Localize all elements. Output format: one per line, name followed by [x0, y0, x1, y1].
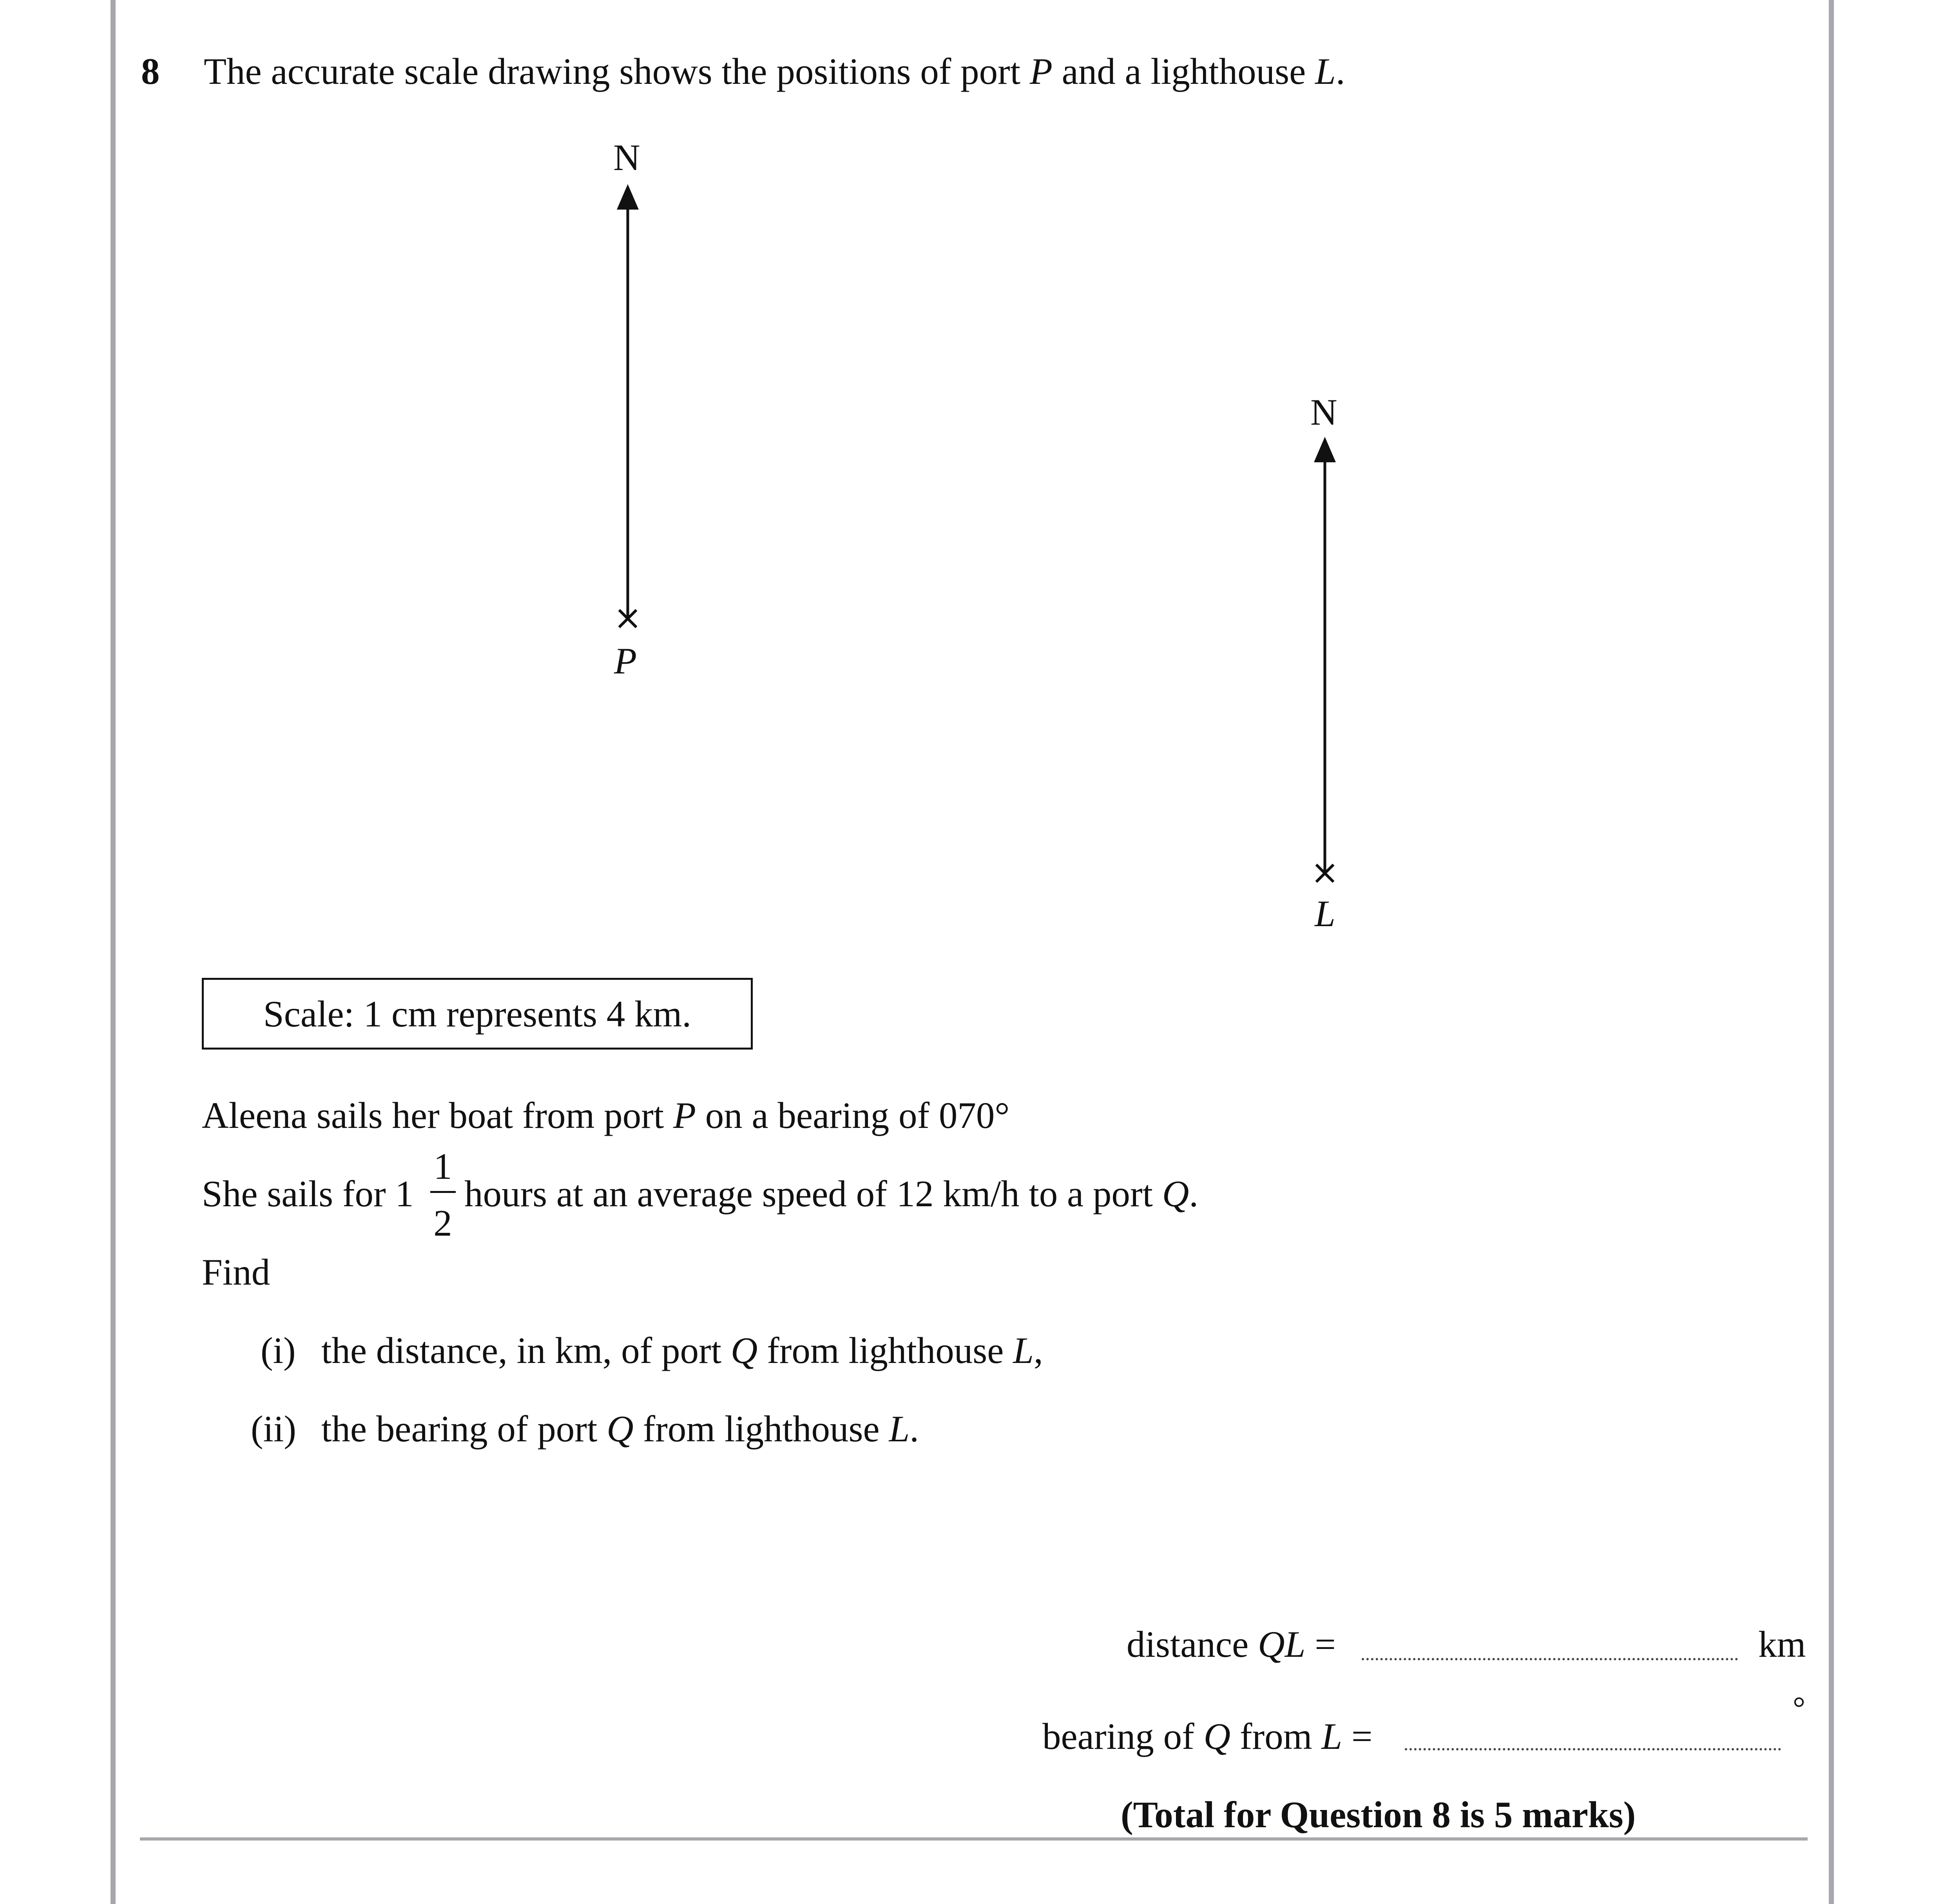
distance-eq: = — [1305, 1623, 1336, 1665]
fraction-denominator: 2 — [433, 1202, 452, 1244]
part-i-text-1: the distance, in km, of port — [321, 1330, 731, 1371]
bearing-l: L — [1321, 1716, 1343, 1757]
north-label-l: N — [1310, 391, 1337, 433]
total-marks: (Total for Question 8 is 5 marks) — [1121, 1794, 1636, 1835]
part-i-label: (i) — [261, 1330, 296, 1371]
intro-port-p: P — [1029, 51, 1053, 92]
part-ii-text-1: the bearing of port — [321, 1408, 607, 1450]
part-i-text-3: , — [1033, 1330, 1043, 1371]
bottom-rule — [140, 1837, 1808, 1841]
line2-text: hours at an average speed of 12 km/h to a port — [464, 1173, 1162, 1214]
part-ii-l: L — [889, 1408, 910, 1450]
fraction-numerator: 1 — [433, 1146, 452, 1187]
north-arrow-l-icon — [1314, 437, 1336, 462]
distance-answer-label — [1127, 1623, 1336, 1665]
line1-text-2: on a bearing of 070° — [696, 1095, 1010, 1136]
body-line-2-pre: She sails for 1 — [202, 1173, 414, 1214]
point-label-l — [1315, 895, 1335, 932]
intro-text-1: The accurate scale drawing shows the positions of port — [204, 51, 1030, 92]
bearing-eq: = — [1342, 1716, 1373, 1757]
fraction-bar — [430, 1191, 456, 1193]
question-number: 8 — [141, 51, 160, 92]
bearing-text-1: bearing of — [1042, 1716, 1204, 1757]
part-i-text-2: from lighthouse — [757, 1330, 1013, 1371]
bearing-q: Q — [1203, 1716, 1231, 1757]
intro-lighthouse-l: L — [1315, 51, 1336, 92]
point-label-p — [614, 640, 637, 682]
intro-text-2: and a lighthouse — [1052, 51, 1315, 92]
intro-text-3: . — [1335, 51, 1345, 92]
line2-port-q: Q — [1162, 1173, 1189, 1214]
distance-text: distance — [1127, 1623, 1258, 1665]
part-i-text — [321, 1332, 1043, 1369]
line1-text-1: Aleena sails her boat from port — [202, 1095, 673, 1136]
body-line-1 — [202, 1097, 1009, 1134]
line2-end: . — [1189, 1173, 1199, 1214]
north-arrow-p-icon — [617, 184, 639, 210]
bearing-answer-line[interactable] — [1405, 1748, 1781, 1750]
part-i-q: Q — [730, 1330, 758, 1371]
line1-port-p: P — [673, 1095, 696, 1136]
point-l-text: L — [1315, 893, 1335, 934]
degree-unit: ° — [1793, 1691, 1805, 1725]
north-label-p: N — [613, 137, 640, 178]
distance-answer-line[interactable] — [1362, 1658, 1738, 1660]
scale-box: Scale: 1 cm represents 4 km. — [202, 978, 753, 1050]
part-ii-q: Q — [607, 1408, 634, 1450]
body-line-2-post — [464, 1175, 1198, 1213]
point-p-text: P — [614, 640, 637, 682]
distance-ql: QL — [1258, 1623, 1306, 1665]
part-i-l: L — [1013, 1330, 1034, 1371]
bearing-text-2: from — [1230, 1716, 1322, 1757]
part-ii-label: (ii) — [251, 1408, 297, 1450]
find-label: Find — [202, 1251, 270, 1293]
distance-unit: km — [1758, 1623, 1806, 1665]
bearing-answer-label — [1042, 1718, 1372, 1755]
part-ii-text-3: . — [909, 1408, 919, 1450]
part-ii-text-2: from lighthouse — [633, 1408, 889, 1450]
part-ii-text — [321, 1410, 919, 1448]
